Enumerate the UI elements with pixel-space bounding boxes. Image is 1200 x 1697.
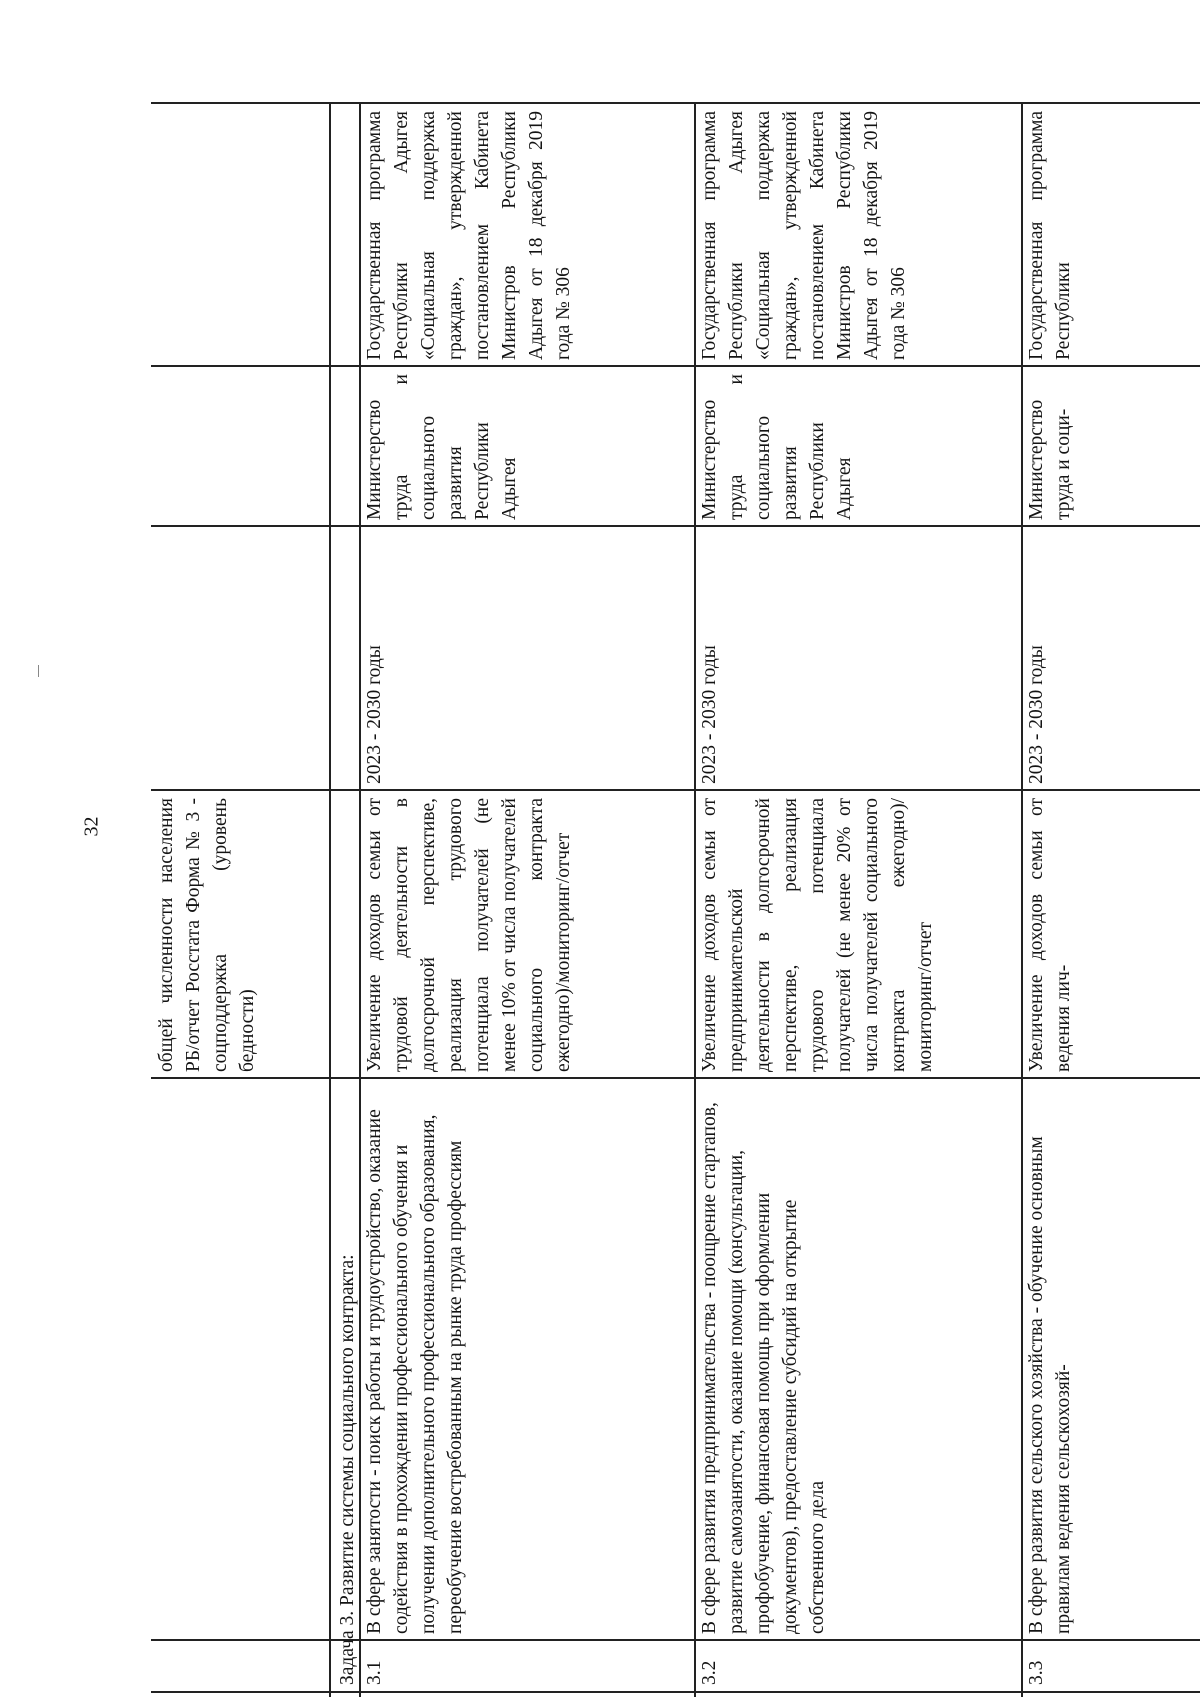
basis-cell: Государственная программа Республики Адыгея «Социальная поддержка граждан», утвержденной постановлением Кабинета Министров Республики Адыгея от 18 декабря 2019 года № 306 (699, 111, 909, 360)
table-row (359, 102, 694, 1697)
measure-cell: В сфере занятости - поиск работы и трудоустройство, оказание содействия в прохождении профессионального обучения и получении дополнительного профессионального образования, переобучение востребованным на рынке труда профессиям (364, 1109, 466, 1634)
section-row (329, 102, 359, 1697)
period-cell: 2023 - 2030 годы (364, 645, 385, 784)
row-number: 3.3 (1026, 1660, 1047, 1685)
indicator-cell: общей численности населения РБ/отчет Росстата Форма № 3 - соцподдержка (уровень бедности) (156, 798, 258, 1072)
period-cell: 2023 - 2030 годы (699, 645, 720, 784)
rotated-sheet (151, 0, 1200, 1697)
indicator-cell: Увеличение доходов семьи от предпринимательской деятельности в долгосрочной перспективе, реализация трудового потенциала получателей (не менее 20% от числа получателей социального контракта ежегодно)/мониторинг/отчет (699, 798, 936, 1072)
section-title: Задача 3. Развитие системы социального контракта: (337, 1254, 358, 1685)
executor-cell: Министерство труда и социального развития Республики Адыгея (699, 374, 855, 520)
continuation-row (151, 102, 329, 1697)
indicator-cell: Увеличение доходов семьи от ведения лич- (1026, 798, 1074, 1072)
measure-cell: В сфере развития предпринимательства - поощрение стартапов, развитие самозанятости, оказание помощи (консультации, профобучение, финансовая помощь при оформлении документов), предоставление субсидий на открытие собственного дела (699, 1102, 828, 1634)
indicator-cell: Увеличение доходов семьи от трудовой деятельности в долгосрочной перспективе, реализация трудового потенциала получателей (не менее 10% от числа получателей социального контракта ежегодно)/мониторинг/отчет (364, 798, 574, 1072)
table-row (694, 102, 1021, 1697)
table-row (1021, 102, 1200, 1697)
page-number: 32 (80, 816, 103, 837)
basis-cell: Государственная программа Республики (1026, 111, 1074, 360)
period-cell: 2023 - 2030 годы (1026, 645, 1047, 784)
measure-cell: В сфере развития сельского хозяйства - обучение основным правилам ведения сельскохозяй- (1026, 1136, 1074, 1634)
row-number: 3.2 (699, 1660, 720, 1685)
executor-cell: Министерство труда и соци- (1026, 399, 1074, 520)
basis-cell: Государственная программа Республики Адыгея «Социальная поддержка граждан», утвержденной постановлением Кабинета Министров Республики Адыгея от 18 декабря 2019 года № 306 (364, 111, 574, 360)
row-number: 3.1 (364, 1660, 385, 1685)
scan-mark (38, 665, 39, 677)
executor-cell: Министерство труда и социального развития Республики Адыгея (364, 374, 520, 520)
